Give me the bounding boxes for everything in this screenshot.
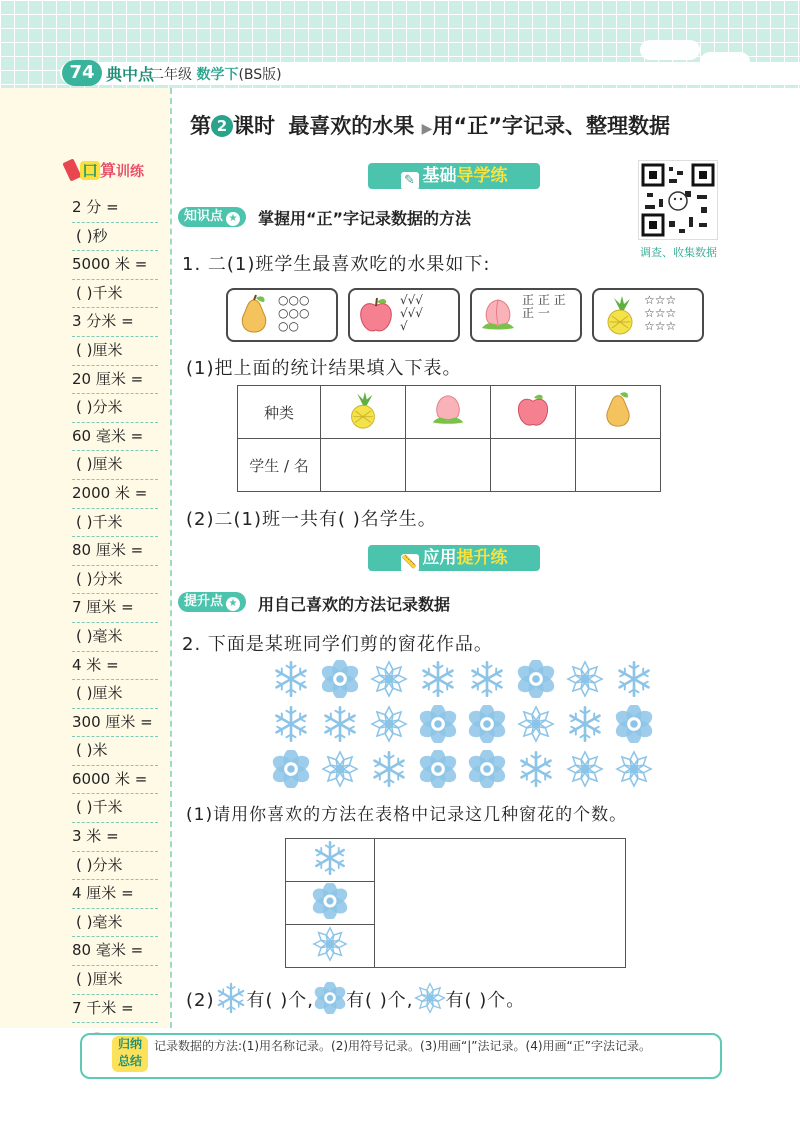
question-1-part-2: (2)二(1)班一共有( )名学生。	[186, 509, 437, 530]
question-row: 2000 米 =	[72, 480, 158, 509]
snowflake-flower-icon	[419, 705, 457, 747]
snowflake-row	[272, 660, 642, 702]
summary-text: 记录数据的方法:(1)用名称记录。(2)用符号记录。(3)用画“|”法记录。(4)用画“正”字法记录。	[154, 1039, 651, 1053]
snowflake-lace-icon	[615, 750, 653, 792]
fruit-box-apple	[348, 288, 460, 342]
question-2-stem: 2. 下面是某班同学们剪的窗花作品。	[182, 634, 493, 655]
tag-label: 知识点	[184, 209, 224, 224]
sidebar-title-suffix: 训练	[116, 164, 145, 180]
snowflake-flower-icon	[517, 660, 555, 702]
question-row: 7 千米 =	[72, 995, 158, 1024]
answer-blank-row[interactable]: ( )毫米	[72, 623, 158, 652]
pineapple-icon	[600, 294, 640, 336]
arrow-icon: ▶	[421, 121, 433, 137]
table-cell-flake-c	[286, 925, 375, 968]
snowflake-star-icon	[272, 705, 310, 747]
header-text	[150, 64, 282, 84]
snowflake-star-icon	[272, 660, 310, 702]
peach-icon	[428, 390, 468, 430]
banner-highlight: 导学练	[456, 166, 508, 186]
tally-marks: √√√ √√√ √	[400, 293, 423, 333]
answer-cell[interactable]	[491, 439, 576, 492]
snowflake-star-icon	[321, 705, 359, 747]
grade-label: 二年级	[150, 67, 192, 83]
improvement-point-tag	[178, 592, 246, 612]
answer-blank-row[interactable]: ( )厘米	[72, 680, 158, 709]
snowflake-lace-icon	[414, 982, 446, 1019]
apple-icon	[513, 390, 553, 430]
question-1-stem: 1. 二(1)班学生最喜欢吃的水果如下:	[182, 254, 491, 275]
answer-cell[interactable]	[576, 439, 661, 492]
snowflake-row	[272, 750, 642, 792]
table-header-kind: 种类	[238, 386, 321, 439]
pear-icon	[598, 390, 638, 430]
cloud-decoration	[640, 40, 700, 60]
snowflake-flower-icon	[314, 982, 346, 1019]
snowflake-lace-icon	[321, 750, 359, 792]
question-row: 4 米 =	[72, 652, 158, 681]
lesson-suffix: 课时	[233, 114, 275, 138]
snowflake-lace-icon	[370, 660, 408, 702]
brand-logo: 典中点	[106, 65, 155, 84]
answer-cell[interactable]	[406, 439, 491, 492]
answer-blank-row[interactable]: ( )分米	[72, 852, 158, 881]
tally-marks: 正 正 正 正 一	[522, 293, 566, 320]
question-row: 3 分米 =	[72, 308, 158, 337]
question-row: 80 毫米 =	[72, 937, 158, 966]
record-cell[interactable]	[375, 839, 626, 968]
answer-c-text: 有( )个。	[445, 990, 526, 1011]
snowflake-flower-icon	[312, 883, 348, 923]
question-row: 20 厘米 =	[72, 366, 158, 395]
question-2-part-2	[186, 982, 525, 1019]
snowflake-lace-icon	[312, 926, 348, 966]
edition-label: (BS版)	[238, 67, 282, 83]
ruler-icon: 📏	[401, 555, 418, 570]
snowflake-grid	[272, 660, 642, 795]
subject-label: 数学下	[196, 67, 239, 83]
sidebar-divider	[170, 88, 173, 1028]
sidebar-title-prefix: 口	[82, 161, 99, 180]
answer-blank-row[interactable]: ( )分米	[72, 566, 158, 595]
qr-caption: 调查、收集数据	[640, 246, 717, 259]
answer-blank-row[interactable]: ( )厘米	[72, 337, 158, 366]
sidebar-title	[80, 158, 144, 181]
table-header-students: 学生 / 名	[238, 439, 321, 492]
question-1-part-1: (1)把上面的统计结果填入下表。	[186, 358, 462, 379]
snowflake-flower-icon	[468, 705, 506, 747]
lesson-subtitle: 用“正”字记录、整理数据	[432, 114, 671, 138]
compass-icon: ✎	[401, 172, 419, 190]
snowflake-star-icon	[517, 750, 555, 792]
answer-blank-row[interactable]: ( )秒	[72, 223, 158, 252]
answer-blank-row[interactable]: ( )厘米	[72, 451, 158, 480]
table-cell-pear	[576, 386, 661, 439]
answer-blank-row[interactable]: ( )米	[72, 737, 158, 766]
pineapple-icon	[343, 390, 383, 430]
lesson-title	[190, 110, 670, 140]
summary-tag	[112, 1036, 148, 1072]
table-cell-apple	[491, 386, 576, 439]
snowflake-lace-icon	[566, 660, 604, 702]
snowflake-flower-icon	[272, 750, 310, 792]
apple-icon	[356, 294, 396, 336]
question-row: 3 米 =	[72, 823, 158, 852]
lesson-number: 2	[211, 115, 233, 137]
question-row: 300 厘米 =	[72, 709, 158, 738]
snowflake-flower-icon	[468, 750, 506, 792]
banner-highlight: 提升练	[456, 548, 508, 568]
fruit-box-pear	[226, 288, 338, 342]
snowflake-lace-icon	[370, 705, 408, 747]
banner-text: 应用	[422, 548, 457, 568]
question-row: 80 厘米 =	[72, 537, 158, 566]
snowflake-star-icon	[215, 982, 247, 1019]
question-row: 2 分 =	[72, 194, 158, 223]
answer-blank-row[interactable]: ( )毫米	[72, 909, 158, 938]
question-row: 6000 米 =	[72, 766, 158, 795]
knowledge-point-tag	[178, 207, 246, 227]
snowflake-star-icon	[566, 705, 604, 747]
part-prefix: (2)	[186, 990, 215, 1011]
snowflake-row	[272, 705, 642, 747]
star-icon: ★	[226, 212, 240, 226]
snowflake-star-icon	[419, 660, 457, 702]
snowflake-flower-icon	[321, 660, 359, 702]
summary-tag-line1: 归纳	[117, 1037, 142, 1051]
page-number: 74	[62, 60, 102, 86]
answer-a-text: 有( )个,	[246, 990, 314, 1011]
question-row: 5000 米 =	[72, 251, 158, 280]
answer-blank-row[interactable]: ( )分米	[72, 394, 158, 423]
answer-blank-row[interactable]: ( )厘米	[72, 966, 158, 995]
answer-blank-row[interactable]: ( )千米	[72, 280, 158, 309]
snowflake-lace-icon	[566, 750, 604, 792]
knowledge-point-text: 掌握用“正”字记录数据的方法	[258, 209, 472, 228]
star-icon: ★	[226, 597, 240, 611]
table-cell-peach	[406, 386, 491, 439]
fruit-table	[237, 385, 661, 492]
table-cell-flake-b	[286, 882, 375, 925]
question-row: 7 厘米 =	[72, 594, 158, 623]
snowflake-star-icon	[370, 750, 408, 792]
snowflake-table	[285, 838, 626, 968]
tag-label: 提升点	[184, 594, 224, 609]
sidebar-title-mid: 算	[100, 161, 117, 180]
snowflake-star-icon	[615, 660, 653, 702]
peach-icon	[478, 294, 518, 336]
pear-icon	[234, 294, 274, 336]
answer-cell[interactable]	[321, 439, 406, 492]
fruit-box-pineapple	[592, 288, 704, 342]
fruit-box-peach	[470, 288, 582, 342]
answer-blank-row[interactable]: ( )千米	[72, 509, 158, 538]
snowflake-flower-icon	[615, 705, 653, 747]
question-row: 60 毫米 =	[72, 423, 158, 452]
answer-b-text: 有( )个,	[346, 990, 414, 1011]
snowflake-star-icon	[312, 840, 348, 880]
tally-marks: ○○○ ○○○ ○○	[278, 293, 310, 333]
lesson-prefix: 第	[190, 114, 211, 138]
improvement-point-text: 用自己喜欢的方法记录数据	[258, 595, 451, 614]
snowflake-flower-icon	[419, 750, 457, 792]
oral-calc-list	[72, 194, 158, 1052]
lesson-name: 最喜欢的水果	[288, 114, 415, 138]
section-banner-apply	[368, 545, 540, 571]
summary-tag-line2: 总结	[117, 1054, 142, 1068]
question-2-part-1: (1)请用你喜欢的方法在表格中记录这几种窗花的个数。	[186, 805, 628, 825]
snowflake-lace-icon	[517, 705, 555, 747]
banner-text: 基础	[422, 166, 457, 186]
table-cell-flake-a	[286, 839, 375, 882]
tally-marks: ☆☆☆ ☆☆☆ ☆☆☆	[644, 293, 677, 333]
answer-blank-row[interactable]: ( )千米	[72, 794, 158, 823]
qr-code[interactable]	[638, 160, 718, 240]
question-row: 4 厘米 =	[72, 880, 158, 909]
snowflake-star-icon	[468, 660, 506, 702]
section-banner-basic	[368, 163, 540, 189]
table-cell-pineapple	[321, 386, 406, 439]
